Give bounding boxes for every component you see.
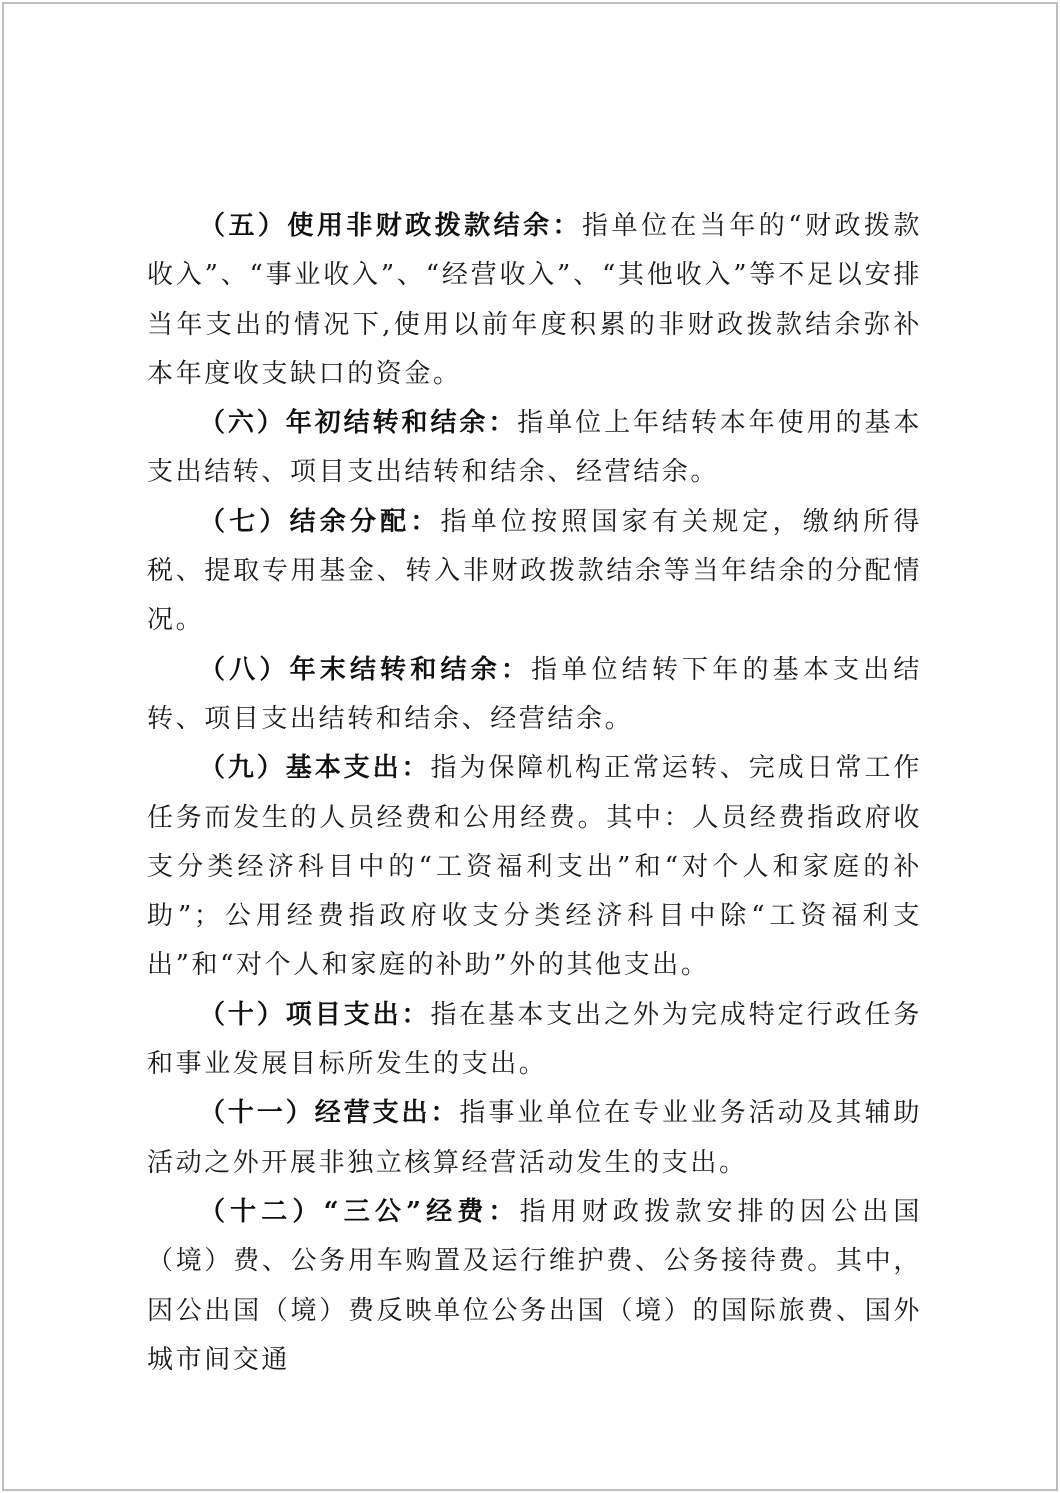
term-heading: （九）基本支出： xyxy=(199,753,431,784)
term-definition: 指在基本支出之外为完成特定行政任务和事业发展目标所发生的支出。 xyxy=(147,999,922,1080)
term-heading: （六）年初结转和结余： xyxy=(199,408,518,439)
term-definition: 指为保障机构正常运转、完成日常工作任务而发生的人员经费和公用经费。其中：人员经费指政府收支分类经济科目中的“工资福利支出”和“对个人和家庭的补助”；公用经费指政府收支分类经济科目中除“工资福利支出”和“对个人和家庭的补助”外的其他支出。 xyxy=(147,753,922,981)
paragraph-11 xyxy=(147,1089,922,1188)
paragraph-10 xyxy=(147,991,922,1090)
paragraph-5 xyxy=(147,202,922,399)
term-heading: （八）年末结转和结余： xyxy=(199,654,532,685)
paragraph-9 xyxy=(147,744,922,990)
term-definition: 指单位按照国家有关规定，缴纳所得税、提取专用基金、转入非财政拨款结余等当年结余的分配情况。 xyxy=(147,506,922,636)
paragraph-8 xyxy=(147,646,922,745)
term-heading: （十二）“三公”经费： xyxy=(199,1196,520,1227)
document-body xyxy=(147,202,922,1385)
term-definition: 指单位结转下年的基本支出结转、项目支出结转和结余、经营结余。 xyxy=(147,654,922,734)
document-page xyxy=(2,2,1058,1491)
term-heading: （七）结余分配： xyxy=(199,506,441,537)
term-definition: 指事业单位在专业业务活动及其辅助活动之外开展非独立核算经营活动发生的支出。 xyxy=(147,1098,922,1178)
term-heading: （五）使用非财政拨款结余： xyxy=(199,211,583,241)
term-definition: 指用财政拨款安排的因公出国（境）费、公务用车购置及运行维护费、公务接待费。其中，因公出国（境）费反映单位公务出国（境）的国际旅费、国外城市间交通 xyxy=(147,1196,922,1375)
term-heading: （十）项目支出： xyxy=(199,999,431,1030)
paragraph-6 xyxy=(147,399,922,498)
paragraph-12 xyxy=(147,1188,922,1385)
paragraph-7 xyxy=(147,498,922,646)
term-heading: （十一）经营支出： xyxy=(199,1098,460,1129)
term-definition: 指单位在当年的“财政拨款收入”、“事业收入”、“经营收入”、“其他收入”等不足以安排当年支出的情况下,使用以前年度积累的非财政拨款结余弥补本年度收支缺口的资金。 xyxy=(147,211,922,389)
term-definition: 指单位上年结转本年使用的基本支出结转、项目支出结转和结余、经营结余。 xyxy=(147,408,922,488)
